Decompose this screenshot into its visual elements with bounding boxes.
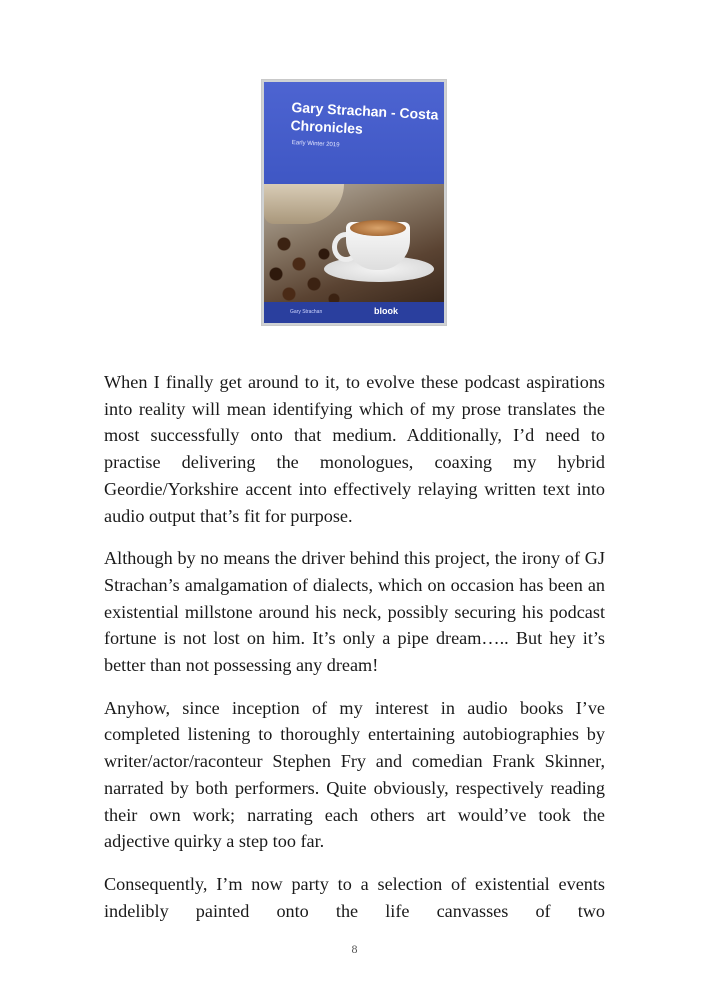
book-cover-image bbox=[262, 80, 446, 325]
body-text bbox=[104, 369, 605, 940]
cover-subtitle: Early Winter 2019 bbox=[291, 140, 340, 149]
coffee-cup bbox=[324, 214, 434, 284]
cover-coffee-photo bbox=[264, 184, 444, 302]
paragraph-1: When I finally get around to it, to evolve these podcast aspirations into reality will mean identifying which of my prose translates the most successfully onto that medium. Additionally, I’d need to practise delivering the monologues, coaxing my hybrid Geordie/Yorkshire accent into effectively relaying written text into audio output that’s fit for purpose. bbox=[104, 372, 605, 526]
paragraph-3: Anyhow, since inception of my interest in audio books I’ve completed listening to thoroughly entertaining autobiographies by writer/actor/raconteur Stephen Fry and comedian Frank Skinner, narrated by both performers. Quite obviously, respectively reading their own work; narrating each others art would’ve took the adjective quirky a step too far. bbox=[104, 697, 605, 852]
coffee-surface bbox=[350, 220, 406, 236]
paragraph-2: Although by no means the driver behind this project, the irony of GJ Strachan’s amalgamation of dialects, which on occasion has been an existential millstone around his neck, possibly securing his podcast fortune is not lost on him. It’s only a pipe dream….. But hey it’s better than not possessing any dream! bbox=[104, 548, 605, 676]
cover-title-panel bbox=[264, 82, 444, 184]
cover-footer bbox=[264, 302, 444, 323]
cover-author: Gary Strachan bbox=[290, 309, 323, 315]
page-number: 8 bbox=[351, 942, 358, 956]
cover-title: Gary Strachan - Costa Chronicles bbox=[290, 98, 439, 137]
paragraph-4: Consequently, I’m now party to a selection of existential events indelibly painted onto the life canvasses of two bbox=[104, 873, 605, 921]
cover-publisher-logo: blook bbox=[374, 306, 398, 316]
